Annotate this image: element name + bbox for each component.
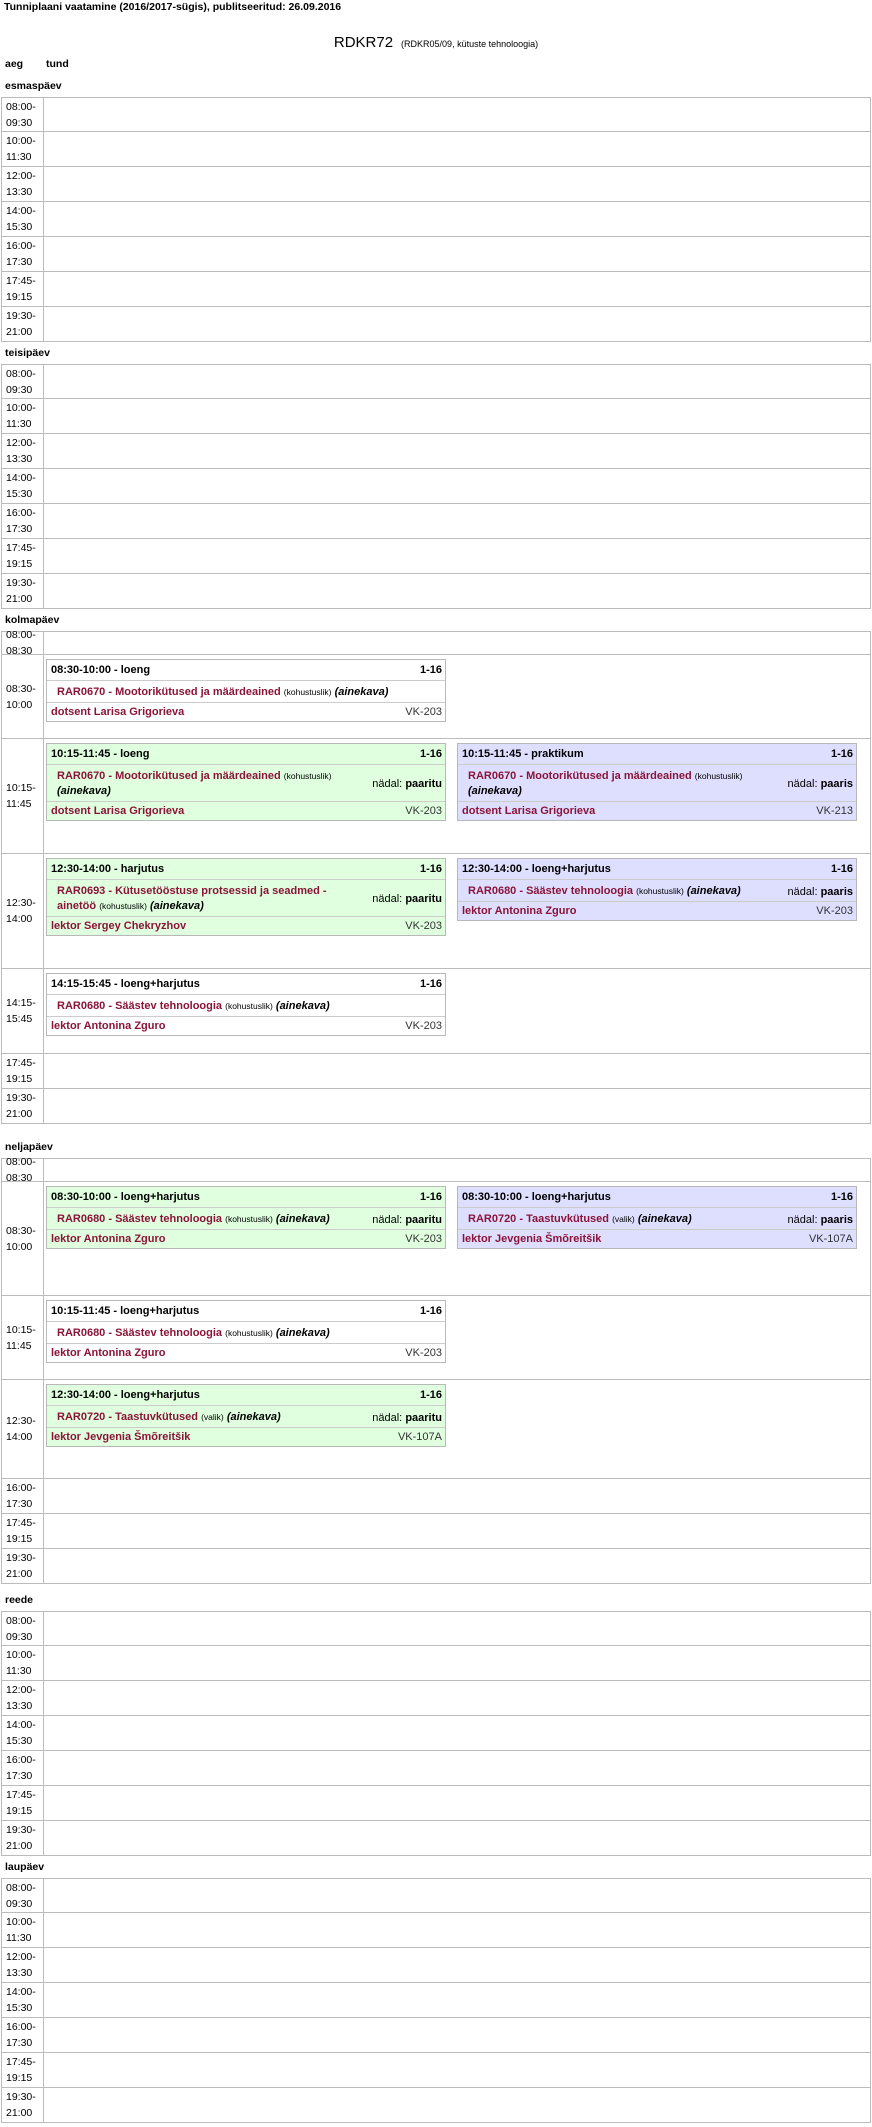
teacher-link[interactable]: lektor Antonina Zguro (51, 1020, 166, 1032)
lesson-footer (47, 703, 445, 721)
day-label: teisipäev (5, 347, 50, 359)
time-slot-label: 12:00- 13:30 (2, 1948, 44, 1982)
time-slot-row (1, 574, 871, 609)
room-label: VK-107A (397, 1431, 442, 1443)
lesson-header (458, 744, 856, 765)
course-plan-link[interactable]: (ainekava) (275, 1000, 330, 1012)
week-label: nädal: (372, 893, 403, 905)
column-header-lesson: tund (46, 58, 69, 70)
lesson-footer (458, 902, 856, 920)
page-title: Tunniplaani vaatamine (2016/2017-sügis), publitseeritud: 26.09.2016 (4, 1, 342, 13)
lesson-card[interactable] (46, 1384, 446, 1447)
time-slot-row (1, 1983, 871, 2018)
time-slot-row (1, 1549, 871, 1584)
lesson-footer (47, 802, 445, 820)
time-slot-label: 10:00- 11:30 (2, 1646, 44, 1680)
lesson-card[interactable] (46, 659, 446, 722)
week-value: paaris (820, 778, 853, 790)
course-kind: (kohustuslik) (99, 901, 147, 911)
time-slot-label: 16:00- 17:30 (2, 1751, 44, 1785)
lesson-footer (47, 1428, 445, 1446)
time-slot-row (1, 364, 871, 399)
time-slot-row (1, 1514, 871, 1549)
lesson-weeks: 1-16 (419, 1191, 442, 1203)
course-plan-link[interactable]: (ainekava) (686, 885, 741, 897)
day-label: laupäev (5, 1861, 45, 1873)
lesson-time: 08:30-10:00 - loeng (51, 664, 151, 676)
time-slot-row (1, 1913, 871, 1948)
course-plan-link[interactable]: (ainekava) (275, 1213, 330, 1225)
lesson-time: 08:30-10:00 - loeng+harjutus (462, 1191, 611, 1203)
week-label: nädal: (787, 885, 818, 898)
lesson-footer (47, 1344, 445, 1362)
course-link[interactable]: RAR0680 - Säästev tehnoloogia (468, 885, 634, 897)
time-slot-label: 08:00- 09:30 (2, 1612, 44, 1645)
time-slot-label: 16:00- 17:30 (2, 1479, 44, 1513)
week-label: nädal: (372, 1411, 403, 1424)
time-slot-label: 16:00- 17:30 (2, 237, 44, 271)
lesson-body (47, 1406, 445, 1428)
week-parity (788, 886, 853, 898)
lesson-header (47, 1187, 445, 1208)
course-plan-link[interactable]: (ainekava) (468, 785, 522, 797)
room-label: VK-203 (405, 1020, 442, 1032)
week-label: nädal: (787, 1213, 818, 1226)
teacher-link[interactable]: dotsent Larisa Grigorieva (462, 805, 596, 817)
room-label: VK-203 (405, 805, 442, 817)
lesson-body (458, 765, 856, 802)
time-slot-row (1, 1611, 871, 1646)
day-label: reede (5, 1594, 34, 1606)
lesson-time: 10:15-11:45 - loeng+harjutus (51, 1305, 200, 1317)
week-value: paaritu (405, 778, 442, 790)
lesson-header (47, 744, 445, 765)
lesson-weeks: 1-16 (419, 664, 442, 676)
course-kind: (kohustuslik) (225, 1214, 273, 1224)
week-parity (788, 1214, 853, 1226)
lesson-body (458, 880, 856, 902)
course-kind: (kohustuslik) (283, 771, 332, 781)
week-label: nädal: (372, 1213, 403, 1226)
lesson-footer (458, 802, 856, 820)
lesson-header (47, 1385, 445, 1406)
time-slot-row (1, 1821, 871, 1856)
time-slot-label: 08:30- 10:00 (2, 1182, 44, 1295)
time-slot-label: 10:00- 11:30 (2, 399, 44, 433)
lesson-footer (47, 1017, 445, 1035)
course-plan-link[interactable]: (ainekava) (149, 900, 204, 912)
time-slot-row (1, 167, 871, 202)
lesson-weeks: 1-16 (419, 978, 442, 990)
week-parity (372, 893, 442, 905)
course-kind: (kohustuslik) (636, 886, 684, 896)
teacher-link[interactable]: dotsent Larisa Grigorieva (51, 706, 185, 718)
course-link[interactable]: RAR0693 - Kütusetööstuse protsessid ja seadmed - ainetöö (57, 885, 327, 912)
time-slot-row (1, 1751, 871, 1786)
time-slot-row (1, 434, 871, 469)
course-link[interactable]: RAR0720 - Taastuvkütused (57, 1411, 199, 1423)
column-header-time: aeg (5, 58, 24, 70)
group-header (0, 34, 872, 51)
lesson-card[interactable] (46, 1300, 446, 1363)
time-slot-row (1, 1054, 871, 1089)
lesson-card[interactable] (457, 1186, 857, 1249)
time-slot-label: 14:00- 15:30 (2, 202, 44, 236)
week-parity (788, 778, 853, 790)
week-value: paaritu (405, 1411, 442, 1424)
week-parity (372, 778, 442, 790)
time-slot-label: 12:00- 13:30 (2, 1681, 44, 1715)
week-value: paaritu (405, 893, 442, 905)
week-parity (372, 1412, 442, 1424)
lesson-footer (458, 1230, 856, 1248)
course-link[interactable]: RAR0670 - Mootorikütused ja määrdeained (57, 686, 281, 698)
lesson-weeks: 1-16 (830, 1191, 853, 1203)
time-slot-row (1, 1479, 871, 1514)
teacher-link[interactable]: lektor Antonina Zguro (51, 1347, 166, 1359)
lesson-weeks: 1-16 (419, 1305, 442, 1317)
time-slot-label: 08:00- 09:30 (2, 98, 44, 131)
lesson-weeks: 1-16 (830, 863, 853, 875)
lesson-footer (47, 917, 445, 935)
time-slot-row (1, 237, 871, 272)
course-kind: (kohustuslik) (694, 771, 743, 781)
lesson-weeks: 1-16 (419, 748, 442, 760)
time-slot-row (1, 272, 871, 307)
time-slot-label: 17:45- 19:15 (2, 2053, 44, 2087)
day-label: kolmapäev (5, 614, 60, 626)
time-slot-label: 17:45- 19:15 (2, 1514, 44, 1548)
day-label: esmaspäev (5, 80, 62, 92)
course-plan-link[interactable]: (ainekava) (334, 686, 389, 698)
lesson-header (47, 660, 445, 681)
lesson-card[interactable] (46, 1186, 446, 1249)
time-slot-label: 17:45- 19:15 (2, 539, 44, 573)
room-label: VK-203 (816, 905, 853, 917)
time-slot-row (1, 132, 871, 167)
lesson-footer (47, 1230, 445, 1248)
teacher-link[interactable]: lektor Sergey Chekryzhov (51, 920, 187, 932)
time-slot-label: 08:00- 09:30 (2, 365, 44, 398)
course-plan-link[interactable]: (ainekava) (57, 785, 111, 797)
time-slot-label: 12:00- 13:30 (2, 434, 44, 468)
time-slot-row (1, 1716, 871, 1751)
course-link[interactable]: RAR0670 - Mootorikütused ja määrdeained (468, 770, 692, 782)
time-slot-label: 19:30- 21:00 (2, 1821, 44, 1855)
lesson-header (47, 859, 445, 880)
teacher-link[interactable]: dotsent Larisa Grigorieva (51, 805, 185, 817)
course-kind: (kohustuslik) (225, 1001, 273, 1011)
time-slot-label: 19:30- 21:00 (2, 1549, 44, 1583)
course-plan-link[interactable]: (ainekava) (275, 1327, 330, 1339)
lesson-body (47, 1322, 445, 1344)
time-slot-label: 08:00- 08:30 (2, 1159, 44, 1181)
lesson-time: 12:30-14:00 - harjutus (51, 863, 165, 875)
lesson-weeks: 1-16 (419, 1389, 442, 1401)
time-slot-label: 08:00- 09:30 (2, 1879, 44, 1912)
teacher-link[interactable]: lektor Antonina Zguro (462, 905, 577, 917)
time-slot-label: 14:00- 15:30 (2, 469, 44, 503)
time-slot-row (1, 1878, 871, 1913)
time-slot-label: 10:15- 11:45 (2, 739, 44, 853)
course-link[interactable]: RAR0720 - Taastuvkütused (468, 1213, 610, 1225)
lesson-header (47, 1301, 445, 1322)
week-label: nädal: (787, 778, 818, 790)
teacher-link[interactable]: lektor Jevgenia Šmõreitšik (462, 1233, 602, 1245)
time-slot-row (1, 2018, 871, 2053)
time-slot-row (1, 399, 871, 434)
room-label: VK-203 (405, 1233, 442, 1245)
room-label: VK-107A (808, 1233, 853, 1245)
lesson-time: 12:30-14:00 - loeng+harjutus (462, 863, 611, 875)
course-kind: (kohustuslik) (225, 1328, 273, 1338)
time-slot-label: 19:30- 21:00 (2, 2088, 44, 2122)
course-link[interactable]: RAR0680 - Säästev tehnoloogia (57, 1327, 223, 1339)
time-slot-label: 10:15- 11:45 (2, 1296, 44, 1379)
time-slot-row (1, 2088, 871, 2123)
course-kind: (valik) (612, 1214, 635, 1224)
time-slot-label: 17:45- 19:15 (2, 272, 44, 306)
lesson-weeks: 1-16 (419, 863, 442, 875)
time-slot-label: 19:30- 21:00 (2, 1089, 44, 1123)
time-slot-label: 17:45- 19:15 (2, 1054, 44, 1088)
time-slot-row (1, 539, 871, 574)
time-slot-row (1, 1158, 871, 1182)
lesson-body (458, 1208, 856, 1230)
course-link[interactable]: RAR0670 - Mootorikütused ja määrdeained (57, 770, 281, 782)
time-slot-row (1, 504, 871, 539)
teacher-link[interactable]: lektor Jevgenia Šmõreitšik (51, 1431, 191, 1443)
time-slot-label: 12:00- 13:30 (2, 167, 44, 201)
time-slot-row (1, 307, 871, 342)
lesson-header (47, 974, 445, 995)
lesson-time: 10:15-11:45 - praktikum (462, 748, 584, 760)
time-slot-row (1, 1646, 871, 1681)
time-slot-row (1, 1948, 871, 1983)
room-label: VK-203 (405, 706, 442, 718)
time-slot-row (1, 469, 871, 504)
week-parity (372, 1214, 442, 1226)
room-label: VK-213 (816, 805, 853, 817)
time-slot-label: 14:15- 15:45 (2, 969, 44, 1053)
lesson-body (47, 880, 445, 917)
time-slot-label: 10:00- 11:30 (2, 1913, 44, 1947)
time-slot-label: 12:30- 14:00 (2, 854, 44, 968)
course-kind: (kohustuslik) (283, 687, 332, 697)
time-slot-label: 08:00- 08:30 (2, 632, 44, 654)
lesson-weeks: 1-16 (830, 748, 853, 760)
time-slot-row (1, 97, 871, 132)
lesson-card[interactable] (457, 858, 857, 921)
time-slot-label: 19:30- 21:00 (2, 307, 44, 341)
lesson-card[interactable] (46, 858, 446, 936)
teacher-link[interactable]: lektor Antonina Zguro (51, 1233, 166, 1245)
time-slot-label: 19:30- 21:00 (2, 574, 44, 608)
lesson-card[interactable] (457, 743, 857, 821)
lesson-header (458, 1187, 856, 1208)
lesson-header (458, 859, 856, 880)
lesson-time: 10:15-11:45 - loeng (51, 748, 150, 760)
time-slot-label: 12:30- 14:00 (2, 1380, 44, 1478)
course-plan-link[interactable]: (ainekava) (637, 1213, 692, 1225)
week-value: paaris (820, 1213, 853, 1226)
time-slot-row (1, 1786, 871, 1821)
course-kind: (valik) (201, 1412, 224, 1422)
lesson-body (47, 995, 445, 1017)
week-label: nädal: (372, 778, 403, 790)
room-label: VK-203 (405, 1347, 442, 1359)
time-slot-label: 16:00- 17:30 (2, 2018, 44, 2052)
time-slot-row (1, 2053, 871, 2088)
time-slot-label: 14:00- 15:30 (2, 1983, 44, 2017)
time-slot-label: 14:00- 15:30 (2, 1716, 44, 1750)
course-link[interactable]: RAR0680 - Säästev tehnoloogia (57, 1000, 223, 1012)
time-slot-label: 16:00- 17:30 (2, 504, 44, 538)
time-slot-row (1, 1681, 871, 1716)
time-slot-label: 08:30- 10:00 (2, 655, 44, 738)
time-slot-row (1, 202, 871, 237)
lesson-time: 14:15-15:45 - loeng+harjutus (51, 978, 200, 990)
lesson-body (47, 681, 445, 703)
lesson-body (47, 765, 445, 802)
week-value: paaritu (405, 1213, 442, 1226)
time-slot-row (1, 1089, 871, 1124)
week-value: paaris (820, 885, 853, 898)
lesson-time: 12:30-14:00 - loeng+harjutus (51, 1389, 200, 1401)
group-subtitle: (RDKR05/09, kütuste tehnoloogia) (401, 39, 539, 49)
course-link[interactable]: RAR0680 - Säästev tehnoloogia (57, 1213, 223, 1225)
time-slot-row (1, 631, 871, 655)
day-label: neljapäev (5, 1141, 53, 1153)
room-label: VK-203 (405, 920, 442, 932)
lesson-body (47, 1208, 445, 1230)
lesson-time: 08:30-10:00 - loeng+harjutus (51, 1191, 200, 1203)
time-slot-label: 17:45- 19:15 (2, 1786, 44, 1820)
time-slot-label: 10:00- 11:30 (2, 132, 44, 166)
lesson-card[interactable] (46, 743, 446, 821)
group-name: RDKR72 (333, 34, 394, 51)
lesson-card[interactable] (46, 973, 446, 1036)
course-plan-link[interactable]: (ainekava) (226, 1411, 281, 1423)
